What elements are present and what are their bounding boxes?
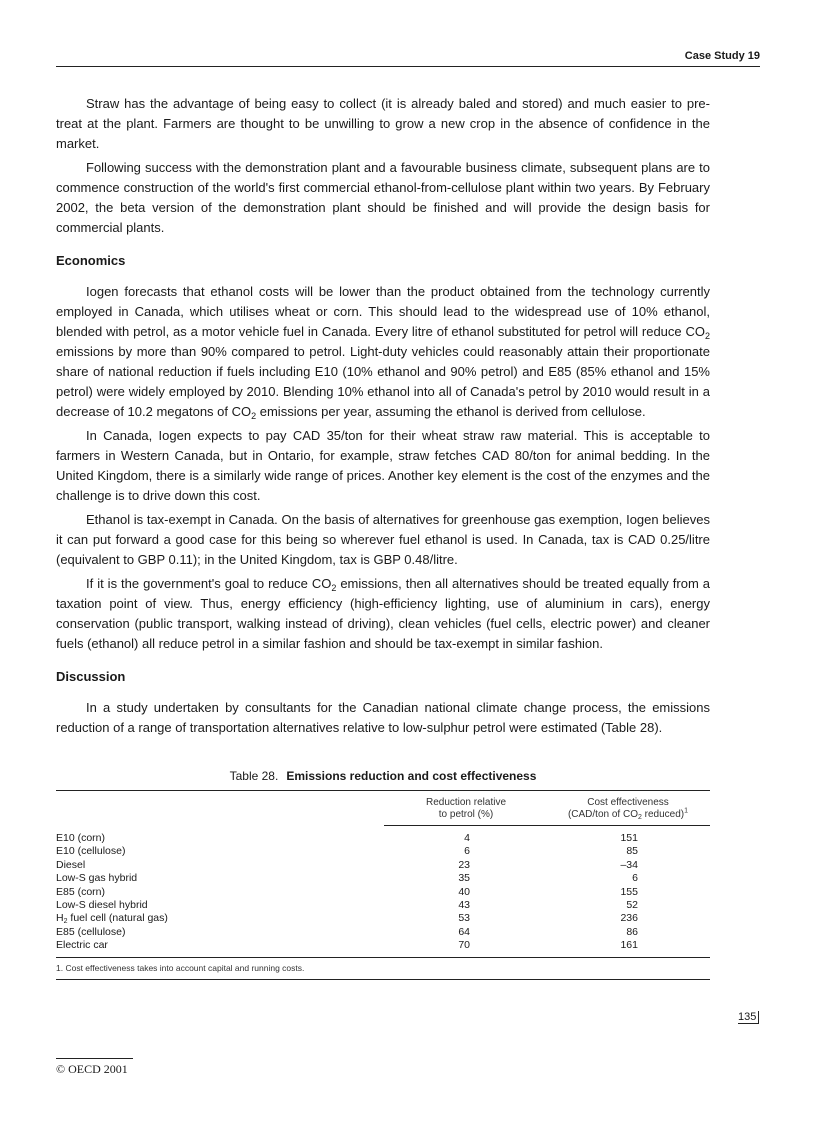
cost-value: 6 xyxy=(632,872,638,885)
column-header-cost xyxy=(548,797,708,821)
text: reduced) xyxy=(641,809,685,820)
row-label: E10 (cellulose) xyxy=(56,845,126,858)
cost-value: 161 xyxy=(620,939,638,952)
row-label: Electric car xyxy=(56,939,108,952)
text: fuel cell (natural gas) xyxy=(67,912,168,925)
row-label: Diesel xyxy=(56,858,86,871)
text: H xyxy=(56,912,64,925)
reduction-value: 23 xyxy=(458,858,470,871)
text: to petrol (%) xyxy=(438,809,494,820)
text: emissions, then all alternatives should be treated equally from a taxation point of view. Thus, energy efficiency (high-efficiency lighting, use of aluminium in cars), energy conservation (public transport, walking instead of driving), clean vehicles (fuel cells, electric power) and cleaner fuels (ethanol) all reduce petrol in a similar fashion and should be tax-exempt in similar fashion. xyxy=(56,576,710,651)
running-header: Case Study 19 xyxy=(684,50,760,62)
subscript: 2 xyxy=(63,918,68,926)
row-label: Low-S gas hybrid xyxy=(56,872,138,885)
table-label: Table 28. xyxy=(229,769,279,783)
footer-rule xyxy=(56,1058,133,1059)
paragraph-government xyxy=(56,574,710,654)
table-row xyxy=(56,859,710,872)
paragraph-forecast xyxy=(56,282,710,422)
subscript: 2 xyxy=(251,411,257,421)
reduction-value: 4 xyxy=(464,832,470,844)
cost-value: 52 xyxy=(626,898,638,911)
text: emissions per year, assuming the ethanol is derived from cellulose. xyxy=(256,404,646,419)
table-row xyxy=(56,926,710,939)
table-body xyxy=(56,826,710,957)
table-title: Emissions reduction and cost effectiveness xyxy=(286,769,537,783)
table-row xyxy=(56,872,710,885)
reduction-value: 40 xyxy=(458,885,470,898)
cost-value: 151 xyxy=(620,832,638,844)
cost-value: 85 xyxy=(626,845,638,858)
copyright: © OECD 2001 xyxy=(56,1062,128,1076)
table-row xyxy=(56,886,710,899)
text: Iogen forecasts that ethanol costs will be lower than the product obtained from the technology currently employed in Canada, which utilises wheat or corn. This should lead to the widespread use of 10% ethanol, blended with petrol, as a motor vehicle fuel in Canada. Every litre of ethanol substituted for petrol will reduce CO xyxy=(56,284,710,339)
paragraph-costs: In Canada, Iogen expects to pay CAD 35/ton for their wheat straw raw material. This is acceptable to farmers in Western Canada, but in Ontario, for example, straw fetches CAD 80/ton for animal bedding. In the United Kingdom, there is a similarly wide range of prices. Another key element is the cost of the enzymes and the challenge is to drive down this cost. xyxy=(56,428,710,503)
text: Cost effectiveness xyxy=(587,797,669,808)
paragraph-tax: Ethanol is tax-exempt in Canada. On the basis of alternatives for greenhouse gas exemption, Iogen believes it can put forward a good case for this being so wherever fuel ethanol is used. In Canada, tax is CAD 0.25/litre (equivalent to GBP 0.11); in the United Kingdom, tax is GBP 0.48/litre. xyxy=(56,512,710,567)
footnote-rule xyxy=(56,979,710,980)
text: emissions by more than 90% compared to petrol. Light-duty vehicles could reasonably attain their proportionate share of national reduction if fuels including E10 (10% ethanol and 90% petrol) and E85 (85% ethanol and 15% petrol) were widely employed by 2010. Blending 10% ethanol into all of Canada's petrol by 2010 would result in a decrease of 10.2 megatons of CO xyxy=(56,344,710,419)
table-row xyxy=(56,845,710,858)
row-label: Low-S diesel hybrid xyxy=(56,898,148,911)
table-row xyxy=(56,832,710,845)
table-caption xyxy=(56,768,710,784)
cost-value: 86 xyxy=(626,925,638,938)
table-row xyxy=(56,899,710,912)
text: (CAD/ton of CO xyxy=(567,809,638,820)
cost-value: –34 xyxy=(620,858,638,871)
text: Reduction relative xyxy=(425,797,507,808)
table-row xyxy=(56,912,710,925)
subscript: 2 xyxy=(331,583,337,593)
row-label xyxy=(56,912,168,925)
page-number: 135 xyxy=(738,1011,759,1024)
row-label: E10 (corn) xyxy=(56,832,106,844)
reduction-value: 64 xyxy=(458,925,470,938)
heading-discussion: Discussion xyxy=(56,669,126,684)
column-header-reduction xyxy=(396,797,536,821)
paragraph-straw: Straw has the advantage of being easy to collect (it is already baled and stored) and much easier to pre-treat at the plant. Farmers are thought to be unwilling to grow a new crop in the absence of confidence in the market. xyxy=(56,96,710,151)
cost-value: 236 xyxy=(620,912,638,925)
reduction-value: 6 xyxy=(464,845,470,858)
table-footnote: 1. Cost effectiveness takes into account capital and running costs. xyxy=(56,962,305,973)
text: If it is the government's goal to reduce CO xyxy=(86,576,332,591)
paragraph-demonstration: Following success with the demonstration plant and a favourable business climate, subsequent plans are to commence construction of the world's first commercial ethanol-from-cellulose plant within two years. By February 2002, the beta version of the demonstration plant should be finished and will provide the design basis for commercial plants. xyxy=(56,160,710,235)
table-row xyxy=(56,939,710,952)
reduction-value: 53 xyxy=(458,912,470,925)
heading-economics: Economics xyxy=(56,253,126,268)
reduction-value: 43 xyxy=(458,898,470,911)
cost-value: 155 xyxy=(620,885,638,898)
table-header xyxy=(56,791,710,825)
paragraph-study: In a study undertaken by consultants for the Canadian national climate change process, the emissions reduction of a range of transportation alternatives relative to low-sulphur petrol were estimated (Table 28). xyxy=(56,700,710,735)
footnote-marker: 1 xyxy=(684,807,689,815)
reduction-value: 70 xyxy=(458,939,470,952)
subscript: 2 xyxy=(637,814,642,821)
row-label: E85 (cellulose) xyxy=(56,925,126,938)
page-body xyxy=(56,94,710,980)
row-label: E85 (corn) xyxy=(56,885,106,898)
subscript: 2 xyxy=(704,331,710,341)
header-rule xyxy=(56,66,760,67)
reduction-value: 35 xyxy=(458,872,470,885)
